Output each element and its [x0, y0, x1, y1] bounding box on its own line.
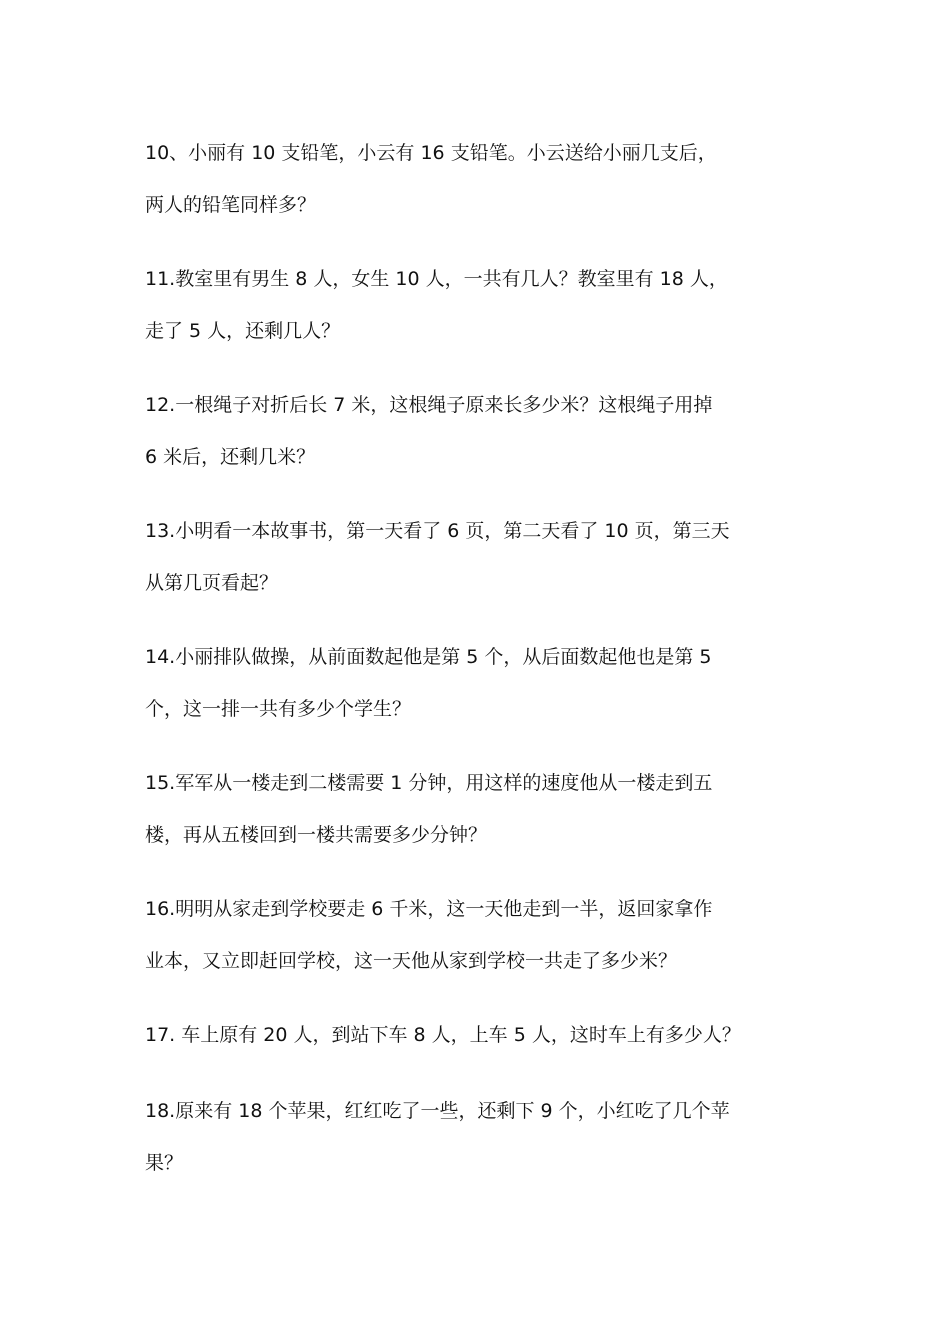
- problem-line: 走了 5 人，还剩几人？: [145, 320, 341, 342]
- problem-line: 个，这一排一共有多少个学生？: [145, 698, 412, 720]
- problem-line: 15.军军从一楼走到二楼需要 1 分钟，用这样的速度他从一楼走到五: [145, 772, 713, 794]
- problem-line: 11.教室里有男生 8 人，女生 10 人，一共有几人？教室里有 18 人，: [145, 268, 728, 290]
- problem-line: 17. 车上原有 20 人，到站下车 8 人，上车 5 人，这时车上有多少人？: [145, 1024, 741, 1046]
- problem-line: 12.一根绳子对折后长 7 米，这根绳子原来长多少米？这根绳子用掉: [145, 394, 713, 416]
- problem-11: [145, 266, 815, 344]
- problem-13: [145, 518, 815, 596]
- problem-line: 16.明明从家走到学校要走 6 千米，这一天他走到一半，返回家拿作: [145, 898, 713, 920]
- problem-16: [145, 896, 815, 974]
- problem-line: 两人的铅笔同样多？: [145, 194, 317, 216]
- problem-18: [145, 1098, 815, 1176]
- problem-line: 楼，再从五楼回到一楼共需要多少分钟？: [145, 824, 488, 846]
- problem-line: 14.小丽排队做操，从前面数起他是第 5 个，从后面数起他也是第 5: [145, 646, 712, 668]
- problem-line: 13.小明看一本故事书，第一天看了 6 页，第二天看了 10 页，第三天: [145, 520, 730, 542]
- problem-line: 果？: [145, 1152, 184, 1174]
- problem-line: 6 米后，还剩几米？: [145, 446, 316, 468]
- problem-15: [145, 770, 815, 848]
- problem-12: [145, 392, 815, 470]
- problem-list: [145, 140, 815, 1224]
- problem-line: 18.原来有 18 个苹果，红红吃了一些，还剩下 9 个，小红吃了几个苹: [145, 1100, 730, 1122]
- problem-10: [145, 140, 815, 218]
- problem-14: [145, 644, 815, 722]
- problem-line: 从第几页看起？: [145, 572, 279, 594]
- problem-line: 业本，又立即赶回学校，这一天他从家到学校一共走了多少米？: [145, 950, 678, 972]
- problem-line: 10、小丽有 10 支铅笔，小云有 16 支铅笔。小云送给小丽几支后，: [145, 142, 717, 164]
- problem-17: [145, 1022, 815, 1048]
